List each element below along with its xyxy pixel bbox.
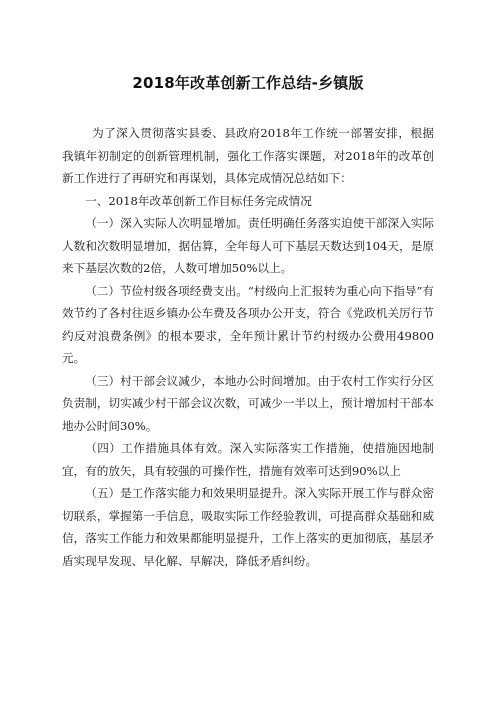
- paragraph-item-1: （一）深入实际人次明显增加。责任明确任务落实迫使干部深入实际人数和次数明显增加，据估算，全年每人可下基层天数达到104天，是原来下基层次数的2倍，人数可增加50%以上。: [62, 216, 434, 275]
- paragraph-item-5: （五）是工作落实能力和效果明显提升。深入实际开展工作与群众密切联系，掌握第一手信息，吸取实际工作经验教训，可提高群众基础和威信，落实工作能力和效果都能明显提升，工作上落实的更加彻底，基层矛盾实现早发现、早化解、早解决，降低矛盾纠纷。: [62, 486, 434, 568]
- intro-paragraph: 为了深入贯彻落实县委、县政府2018年工作统一部署安排，根据我镇年初制定的创新管理机制，强化工作落实课题，对2018年的改革创新工作进行了再研究和再谋划，具体完成情况总结如下：: [62, 126, 434, 185]
- document-body: [62, 122, 434, 572]
- paragraph-item-2: （二）节俭村级各项经费支出。“村级向上汇报转为重心向下指导”有效节约了各村往返乡镇办公车费及各项办公开支，符合《党政机关厉行节约反对浪费条例》的根本要求，全年预计累计节约村级办公费用49800元。: [62, 283, 434, 365]
- paragraph-item-4: （四）工作措施具体有效。深入实际落实工作措施，使措施因地制宜，有的放矢，具有较强的可操作性，措施有效率可达到90%以上: [62, 441, 434, 478]
- paragraph-item-3: （三）村干部会议减少，本地办公时间增加。由于农村工作实行分区负责制，切实减少村干部会议次数，可减少一半以上，预计增加村干部本地办公时间30%。: [62, 373, 434, 433]
- document-title: 2018年改革创新工作总结-乡镇版: [132, 74, 364, 92]
- section-heading: 一、2018年改革创新工作目标任务完成情况: [85, 193, 312, 208]
